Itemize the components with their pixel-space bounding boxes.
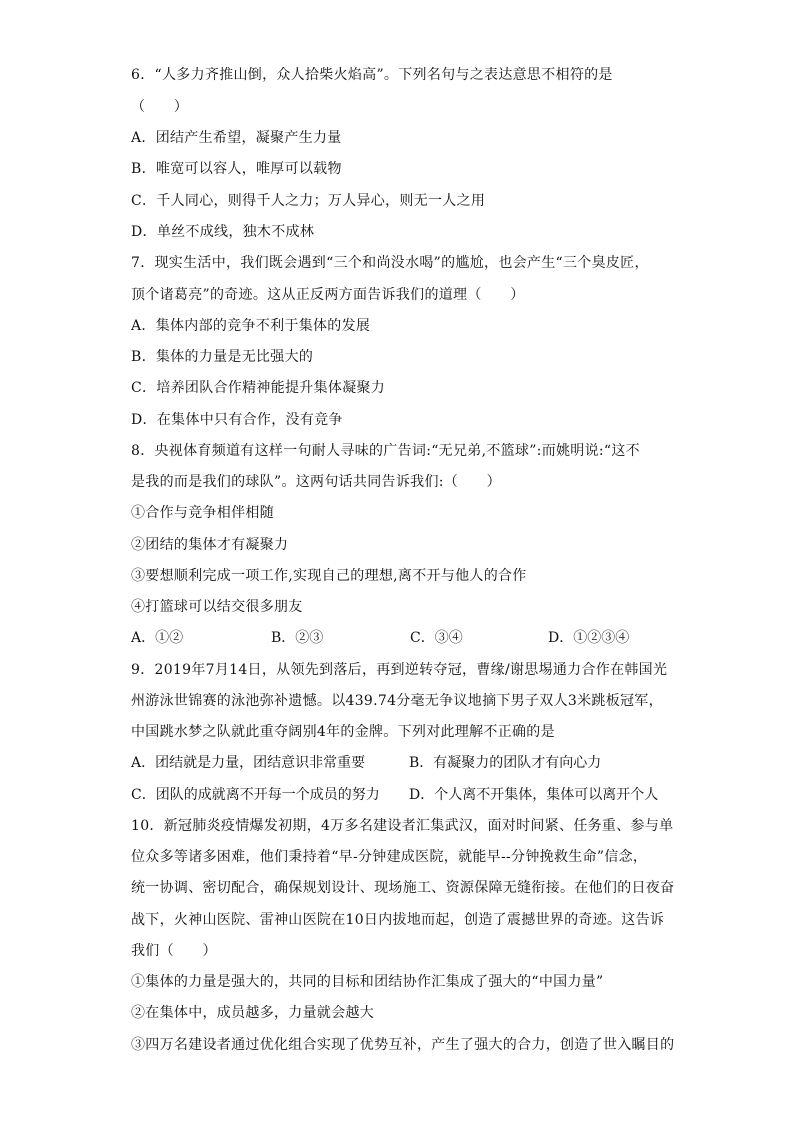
q8-option-b: B．②③ (271, 630, 324, 646)
q9-option-c: C．团队的成就离不开每一个成员的努力 (131, 787, 380, 803)
q8-item-2: ②团结的集体才有凝聚力 (131, 537, 289, 553)
q8-option-c: C．③④ (410, 630, 463, 646)
q6-stem: 6．“人多力齐推山倒，众人拾柴火焰高”。下列名句与之表达意思不相符的是 (131, 67, 613, 83)
q8-item-4: ④打篮球可以结交很多朋友 (131, 599, 303, 615)
q9-option-b: B．有凝聚力的团队才有向心力 (409, 755, 602, 771)
q7-stem-line-2: 顶个诸葛亮”的奇迹。这从正反两方面告诉我们的道理（ ） (131, 287, 525, 303)
q10-stem-line-4: 战下，火神山医院、雷神山医院在10日内拔地而起，创造了震撼世界的奇迹。这告诉 (131, 912, 665, 928)
q8-item-1: ①合作与竞争相伴相随 (131, 505, 274, 521)
q6-option-c: C．千人同心，则得千人之力；万人异心，则无一人之用 (131, 193, 486, 209)
q10-item-1: ①集体的力量是强大的，共同的目标和团结协作汇集成了强大的“中国力量” (131, 974, 604, 990)
q7-stem-line-1: 7．现实生活中，我们既会遇到“三个和尚没水喝”的尴尬，也会产生“三个臭皮匠， (131, 255, 649, 271)
q10-stem-line-5: 我们（ ） (131, 943, 217, 959)
q6-option-d: D．单丝不成线，独木不成林 (131, 224, 315, 240)
q9-option-d: D．个人离不开集体，集体可以离开个人 (409, 787, 659, 803)
q10-item-2: ②在集体中，成员越多，力量就会越大 (131, 1005, 375, 1021)
q10-item-3: ③四万名建设者通过优化组合实现了优势互补，产生了强大的合力，创造了世入瞩目的 (131, 1037, 675, 1053)
q10-stem-line-1: 10．新冠肺炎疫情爆发初期，4万多名建设者汇集武汉，面对时间紧、任务重、参与单 (131, 818, 674, 834)
q6-option-b: B．唯宽可以容人，唯厚可以载物 (131, 161, 342, 177)
q8-item-3: ③要想顺利完成一项工作,实现自己的理想,离不开与他人的合作 (131, 568, 527, 584)
q9-stem-line-3: 中国跳水梦之队就此重夺阔别4年的金牌。下列对此理解不正确的是 (131, 724, 555, 740)
q9-option-a: A．团结就是力量，团结意识非常重要 (131, 755, 366, 771)
q8-option-d: D．①②③④ (548, 630, 630, 646)
q6-option-a: A．团结产生希望，凝聚产生力量 (131, 130, 342, 146)
q7-option-d: D．在集体中只有合作，没有竞争 (131, 412, 343, 428)
q7-option-b: B．集体的力量是无比强大的 (131, 349, 314, 365)
q9-stem-line-1: 9．2019年7月14日，从领先到落后，再到逆转夺冠，曹缘/谢思埸通力合作在韩国光 (131, 662, 668, 678)
q10-stem-line-3: 统一协调、密切配合，确保规划设计、现场施工、资源保障无缝衔接。在他们的日夜奋 (131, 880, 675, 896)
q7-option-c: C．培养团队合作精神能提升集体凝聚力 (131, 380, 386, 396)
q8-stem-line-2: 是我的而是我们的球队”。这两句话共同告诉我们:（ ） (131, 474, 501, 490)
q8-option-a: A．①② (131, 630, 184, 646)
q6-answer-bracket: （ ） (131, 99, 189, 115)
q10-stem-line-2: 位众多等诸多困难，他们秉持着“早-分钟建成医院，就能早--分钟挽救生命”信念， (131, 849, 648, 865)
q9-stem-line-2: 州游泳世锦赛的泳池弥补遗憾。以439.74分毫无争议地摘下男子双人3米跳板冠军， (131, 693, 663, 709)
q8-stem-line-1: 8．央视体育频道有这样一句耐人寻味的广告词:“无兄弟,不篮球”:而姚明说:“这不 (131, 443, 640, 459)
q7-option-a: A．集体内部的竞争不利于集体的发展 (131, 318, 371, 334)
